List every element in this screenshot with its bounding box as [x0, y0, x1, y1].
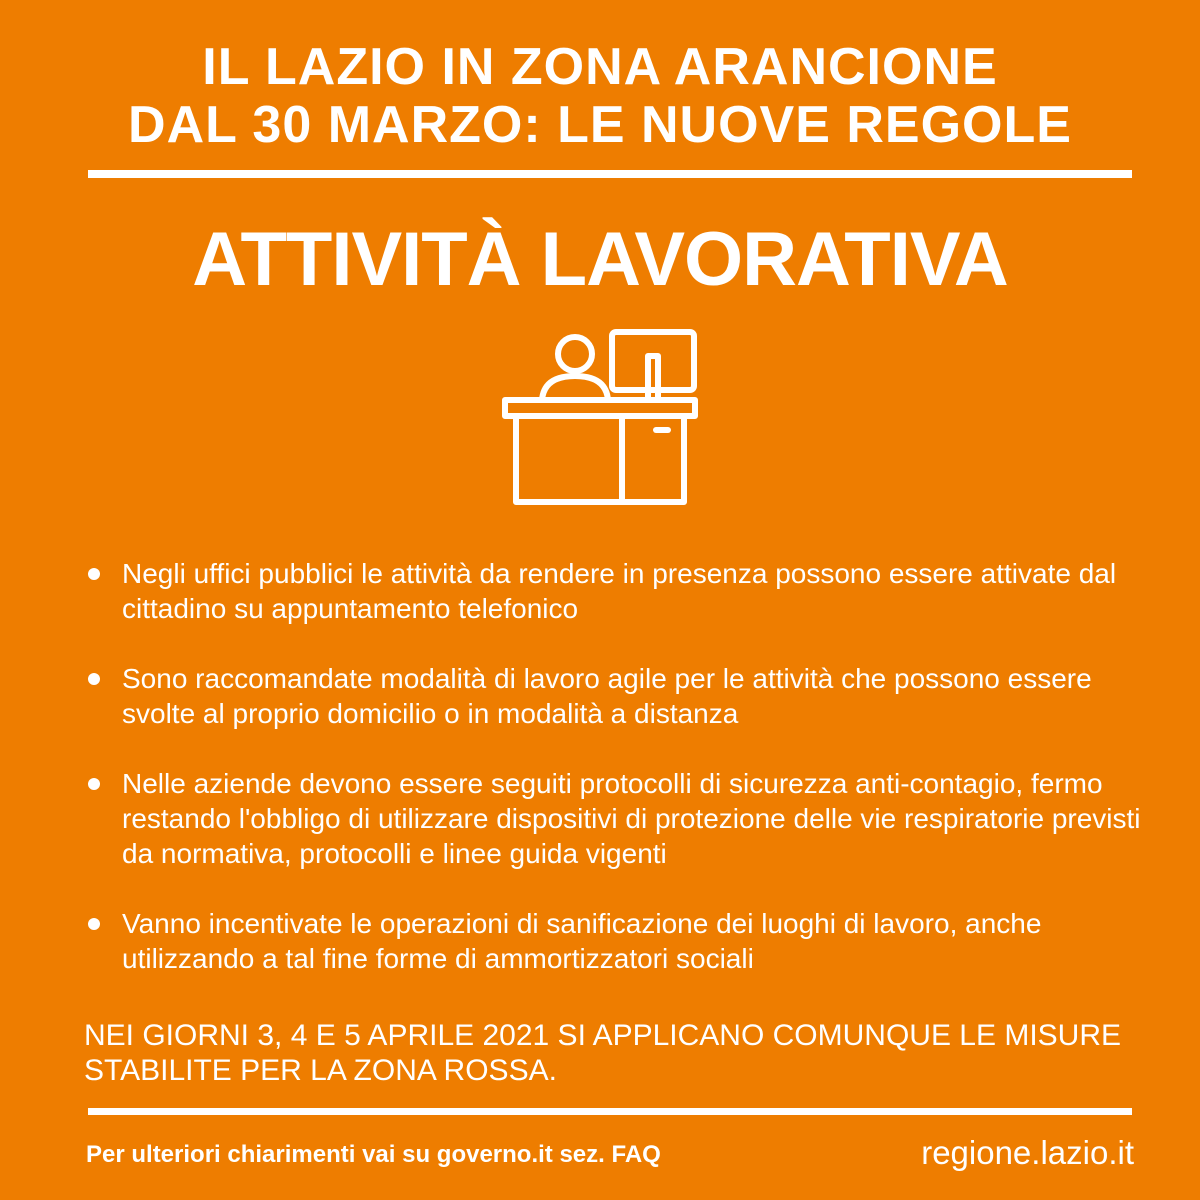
rule-text: Sono raccomandate modalità di lavoro agile per le attività che possono essere svolte al proprio domicilio o in modalità a distanza	[122, 663, 1092, 729]
bullet-icon	[88, 568, 100, 580]
rule-text: Negli uffici pubblici le attività da rendere in presenza possono essere attivate dal cittadino su appuntamento telefonico	[122, 558, 1117, 624]
header-line-2: DAL 30 MARZO: LE NUOVE REGOLE	[128, 96, 1072, 154]
rule-text: Nelle aziende devono essere seguiti protocolli di sicurezza anti-contagio, fermo restando l'obbligo di utilizzare dispositivi di protezione delle vie respiratorie previsti da normativa, protocolli e linee guida vigenti	[122, 768, 1141, 869]
bullet-icon	[88, 778, 100, 790]
top-divider	[88, 170, 1132, 178]
header-title	[0, 38, 1200, 154]
bottom-divider	[88, 1108, 1132, 1115]
list-item	[82, 556, 1142, 626]
bullet-icon	[88, 918, 100, 930]
rules-list	[82, 556, 1142, 1011]
list-item	[82, 906, 1142, 976]
list-item	[82, 661, 1142, 731]
red-zone-notice: NEI GIORNI 3, 4 E 5 APRILE 2021 SI APPLICANO COMUNQUE LE MISURE STABILITE PER LA ZONA ROSSA.	[84, 1019, 1122, 1087]
bullet-icon	[88, 673, 100, 685]
list-item	[82, 766, 1142, 871]
office-desk-worker-icon	[500, 328, 700, 508]
faq-info-text: Per ulteriori chiarimenti vai su governo.it sez. FAQ	[86, 1141, 661, 1168]
rule-text: Vanno incentivate le operazioni di sanificazione dei luoghi di lavoro, anche utilizzando a tal fine forme di ammortizzatori sociali	[122, 908, 1042, 974]
site-link[interactable]: regione.lazio.it	[921, 1134, 1134, 1171]
section-title: ATTIVITÀ LAVORATIVA	[192, 217, 1008, 302]
header-line-1: IL LAZIO IN ZONA ARANCIONE	[202, 38, 998, 96]
